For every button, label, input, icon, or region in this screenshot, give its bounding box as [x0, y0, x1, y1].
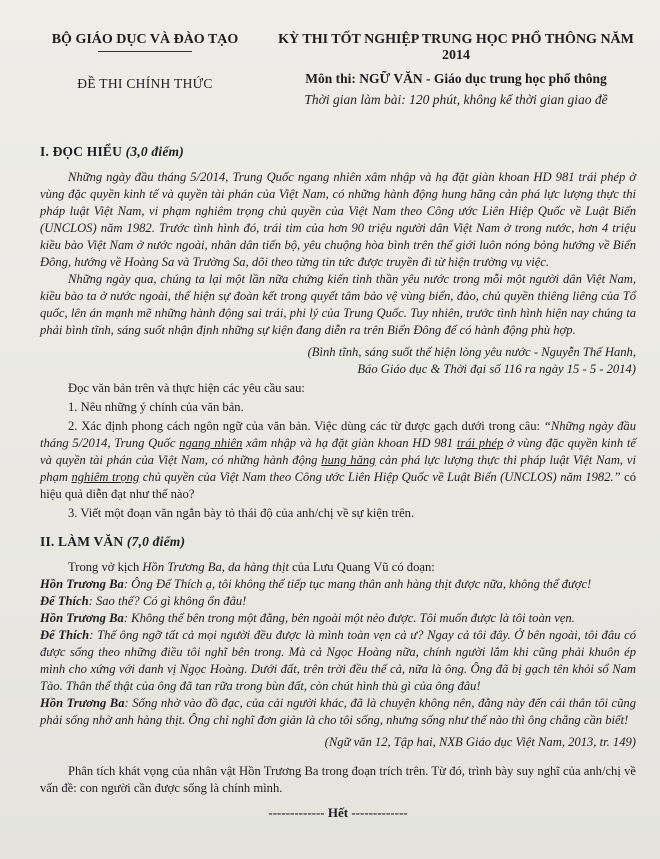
- exam-title: KỲ THI TỐT NGHIỆP TRUNG HỌC PHỔ THÔNG NĂM 2014: [278, 32, 634, 63]
- q2-quote-e: chủ quyền của Việt Nam theo Công ước Liên Hiệp Quốc về Luật Biển (UNCLOS) năm 1982.”: [139, 470, 621, 484]
- question-2: [40, 418, 636, 503]
- q2-text-b: có hiệu quả diễn đạt như thế nào?: [40, 470, 636, 501]
- question-3: 3. Viết một đoạn văn ngắn bày tỏ thái độ của anh/chị về sự kiện trên.: [68, 506, 415, 520]
- q2-quote-d: cản phá lực lượng thực thi pháp luật Việt Nam, vi phạm: [40, 453, 636, 484]
- excerpt-intro-b: của Lưu Quang Vũ có đoạn:: [288, 560, 435, 574]
- excerpt-source: (Ngữ văn 12, Tập hai, NXB Giáo dục Việt Nam, 2013, tr. 149): [324, 735, 636, 749]
- reading-paragraph-2: Những ngày qua, chúng ta lại một lần nữa chứng kiến tinh thần yêu nước trong mỗi một người dân Việt Nam, kiều bào ta ở nước ngoài, thể hiện sự đoàn kết trong quyết tâm bảo vệ vùng biển, đảo, chủ quyền thiêng liêng của Tổ quốc, lên án mạnh mẽ những hành động sai trái, phi lý của Trung Quốc. Tuy nhiên, trước tình hình hiện nay chúng ta phải bình tĩnh, sáng suốt nhận định những sự kiện đang diễn ra trên Biển Đông để có hành động phù hợp.: [40, 272, 636, 337]
- q2-underlined-4: nghiêm trọng: [71, 470, 140, 484]
- dialogue-speaker-1: Hồn Trương Ba: [40, 577, 124, 591]
- header-left: [40, 18, 250, 92]
- official-exam-label: ĐỀ THI CHÍNH THỨC: [77, 76, 213, 91]
- dialogue-text-5: : Sống nhờ vào đồ đạc, của cải người khác, đã là chuyện không nên, đằng này đến cái thân tôi cũng phải sống nhờ anh hàng thịt. Ông chỉ nghĩ đơn giản là cho tôi sống, nhưng sống như thế nào thì ông chẳng cần biết!: [40, 696, 637, 727]
- dialogue-speaker-2: Đế Thích: [40, 594, 89, 608]
- reading-instruction: Đọc văn bản trên và thực hiện các yêu cầu sau:: [68, 381, 305, 395]
- end-marker: ------------- Hết -------------: [268, 805, 408, 820]
- section-1-heading: [40, 144, 636, 160]
- dialogue-line-4: [40, 627, 636, 695]
- excerpt-intro: [40, 559, 636, 576]
- dialogue-line-1: [40, 576, 636, 593]
- reading-source-2: Báo Giáo dục & Thời đại số 116 ra ngày 15 - 5 - 2014): [357, 362, 636, 376]
- exam-time: Thời gian làm bài: 120 phút, không kể thời gian giao đề: [304, 92, 608, 107]
- q2-quote-a: “Những ngày đầu tháng 5/2014, Trung Quốc: [40, 419, 636, 450]
- q2-underlined-3: hung hăng: [321, 453, 376, 467]
- exam-header: [40, 18, 636, 128]
- excerpt-intro-a: Trong vở kịch: [68, 560, 143, 574]
- q2-quote-b: xâm nhập và hạ đặt giàn khoan HD 981: [242, 436, 457, 450]
- dialogue-speaker-3: Hồn Trương Ba: [40, 611, 124, 625]
- q2-underlined-1: ngang nhiên: [179, 436, 243, 450]
- q2-text-a: 2. Xác định phong cách ngôn ngữ của văn bản. Việc dùng các từ được gạch dưới trong câu:: [68, 419, 544, 433]
- question-1: 1. Nêu những ý chính của văn bản.: [68, 400, 244, 414]
- section-2-title: II. LÀM VĂN: [40, 534, 124, 549]
- dialogue-speaker-5: Hồn Trương Ba: [40, 696, 125, 710]
- dialogue-line-5: [40, 695, 636, 729]
- section-1-title: I. ĐỌC HIỂU: [40, 144, 123, 159]
- section-1-points: (3,0 điểm): [125, 144, 184, 159]
- dialogue-speaker-4: Đế Thích: [40, 628, 90, 642]
- dialogue-text-2: : Sao thế? Có gì không ổn đâu!: [88, 594, 247, 608]
- ministry-name: BỘ GIÁO DỤC VÀ ĐÀO TẠO: [51, 32, 239, 47]
- dialogue-text-4: : Thế ông ngỡ tất cả mọi người đều được là mình toàn vẹn cả ư? Ngay cả tôi đây. Ở bên ngoài, tôi đâu có được sống theo những điều tôi nghĩ bên trong. Mà cả Ngọc Hoàng nữa, chính người lắm khi cũng phải khuôn ép mình cho xứng với danh vị Ngọc Hoàng. Dưới đất, trên trời đều thế cả, nữa là ông. Ông đã bị gạch tên khỏi sổ Nam Tào. Thân thể thật của ông đã tan rữa trong bùn đất, còn chút hình thù gì của ông đâu!: [40, 628, 637, 693]
- dialogue-line-2: [40, 593, 636, 610]
- dialogue-line-3: [40, 610, 636, 627]
- dialogue-text-1: : Ông Đế Thích ạ, tôi không thể tiếp tục mang thân anh hàng thịt được nữa, không thể được!: [123, 577, 592, 591]
- section-2-heading: [40, 534, 636, 550]
- q2-quote-c: ở vùng đặc quyền kinh tế và quyền tài phán của Việt Nam, có những hành động: [40, 436, 636, 467]
- q2-underlined-2: trái phép: [456, 436, 504, 450]
- exam-subject: Môn thi: NGỮ VĂN - Giáo dục trung học phổ thông: [305, 71, 607, 86]
- header-underline-left: [98, 51, 192, 52]
- reading-paragraph-1: Những ngày đầu tháng 5/2014, Trung Quốc ngang nhiên xâm nhập và hạ đặt giàn khoan HD 981 trái phép ở vùng đặc quyền kinh tế và quyền tài phán của Việt Nam, có những hành động hung hăng cản phá lực lượng thực thi pháp luật Việt Nam, vi phạm nghiêm trọng chủ quyền của Việt Nam theo Công ước Liên Hiệp Quốc về Luật Biển (UNCLOS) năm 1982. Trước tình hình đó, trái tim của hơn 90 triệu người dân Việt Nam ở trong nước, hơn 4 triệu kiều bào Việt Nam ở nước ngoài, nhân dân tiến bộ, yêu chuộng hòa bình trên thế giới luôn nóng bỏng hướng về Biển Đông, hướng về Hoàng Sa và Trường Sa, dõi theo từng tin tức được truyền đi từ hiện trường vụ việc.: [40, 170, 636, 269]
- dialogue-text-3: : Không thể bên trong một đằng, bên ngoài một nẻo được. Tôi muốn được là tôi toàn vẹn.: [123, 611, 575, 625]
- header-right: [266, 18, 646, 108]
- essay-prompt: Phân tích khát vọng của nhân vật Hồn Trương Ba trong đoạn trích trên. Từ đó, trình bày suy nghĩ của anh/chị về vấn đề: con người cần được sống là chính mình.: [40, 764, 636, 795]
- excerpt-intro-play: Hồn Trương Ba, da hàng thịt: [142, 560, 289, 574]
- reading-source-1: (Bình tĩnh, sáng suốt thể hiện lòng yêu nước - Nguyễn Thế Hanh,: [307, 345, 636, 359]
- section-2-points: (7,0 điểm): [126, 534, 186, 549]
